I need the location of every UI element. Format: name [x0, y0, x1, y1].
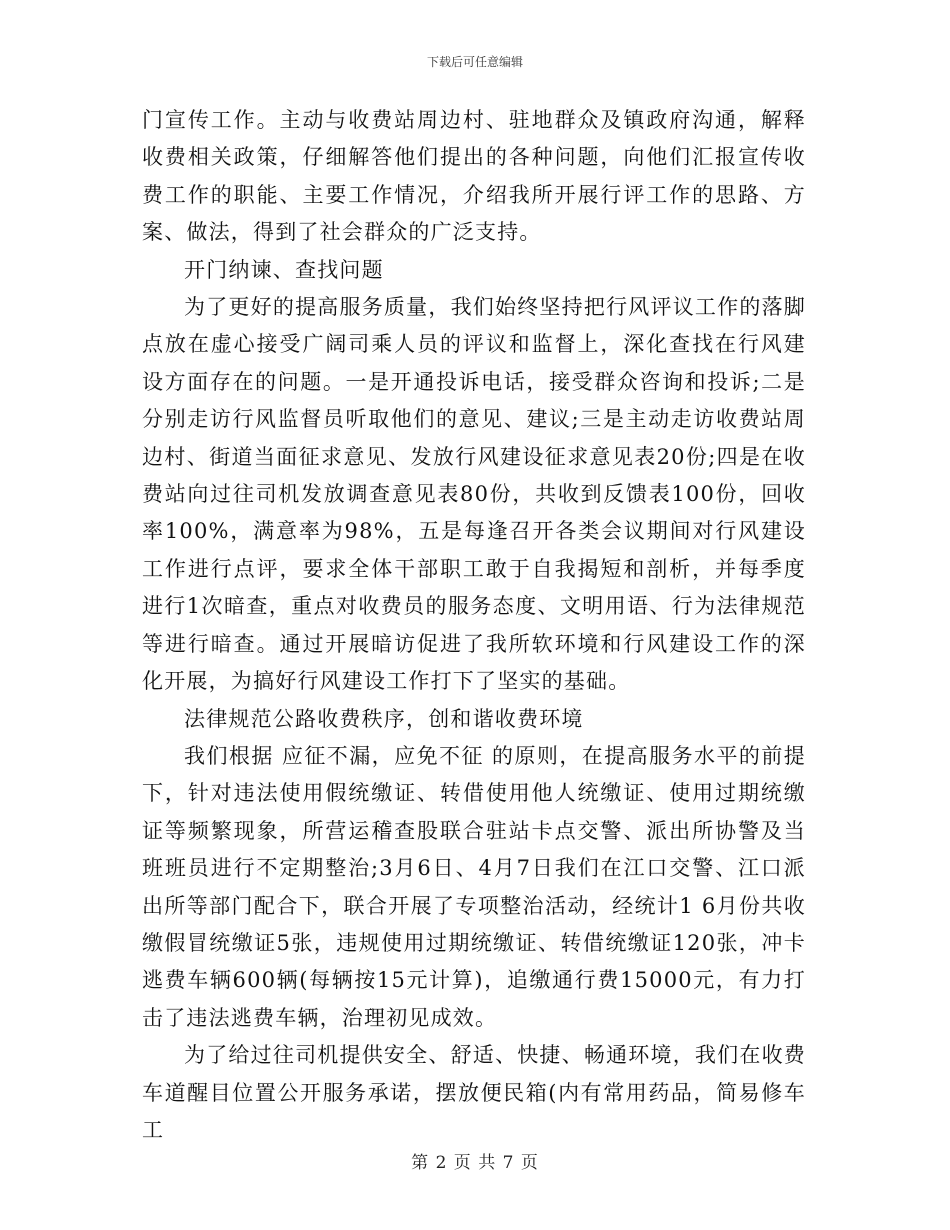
paragraph-4: 为了给过往司机提供安全、舒适、快捷、畅通环境，我们在收费车道醒目位置公开服务承诺，摆放便民箱(内有常用药品，简易修车工: [142, 1043, 806, 1142]
section-heading-open-door: 开门纳谏、查找问题: [184, 257, 384, 282]
paragraph-2: 为了更好的提高服务质量，我们始终坚持把行风评议工作的落脚点放在虚心接受广阔司乘人员的评议和监督上，深化查找在行风建设方面存在的问题。一是开通投诉电话，接受群众咨询和投诉;二是分别走访行风监督员听取他们的意见、建议;三是主动走访收费站周边村、街道当面征求意见、发放行风建设征求意见表20份;四是在收费站向过往司机发放调查意见表80份，共收到反馈表100份，回收率100%，满意率为98%，五是每逢召开各类会议期间对行风建设工作进行点评，要求全体干部职工敢于自我揭短和剖析，并每季度进行1次暗查，重点对收费员的服务态度、文明用语、行为法律规范等进行暗查。通过开展暗访促进了我所软环境和行风建设工作的深化开展，为搞好行风建设工作打下了坚实的基础。: [142, 295, 806, 694]
page-header: 下载后可任意编辑: [426, 55, 523, 69]
section-heading-toll-order: 法律规范公路收费秩序，创和谐收费环境: [184, 706, 584, 731]
paragraph-1: 门宣传工作。主动与收费站周边村、驻地群众及镇政府沟通，解释收费相关政策，仔细解答他们提出的各种问题，向他们汇报宣传收费工作的职能、主要工作情况，介绍我所开展行评工作的思路、方案、做法，得到了社会群众的广泛支持。: [142, 108, 806, 245]
paragraph-3: 我们根据 应征不漏，应免不征 的原则，在提高服务水平的前提下，针对违法使用假统缴证、转借使用他人统缴证、使用过期统缴证等频繁现象，所营运稽查股联合驻站卡点交警、派出所协警及当班班员进行不定期整治;3月6日、4月7日我们在江口交警、江口派出所等部门配合下，联合开展了专项整治活动，经统计1 6月份共收缴假冒统缴证5张，违规使用过期统缴证、转借统缴证120张，冲卡逃费车辆600辆(每辆按15元计算)，追缴通行费15000元，有力打击了违法逃费车辆，治理初见成效。: [142, 743, 806, 1030]
page-number-footer: 第 2 页 共 7 页: [411, 1153, 539, 1173]
document-body: [142, 102, 806, 1149]
